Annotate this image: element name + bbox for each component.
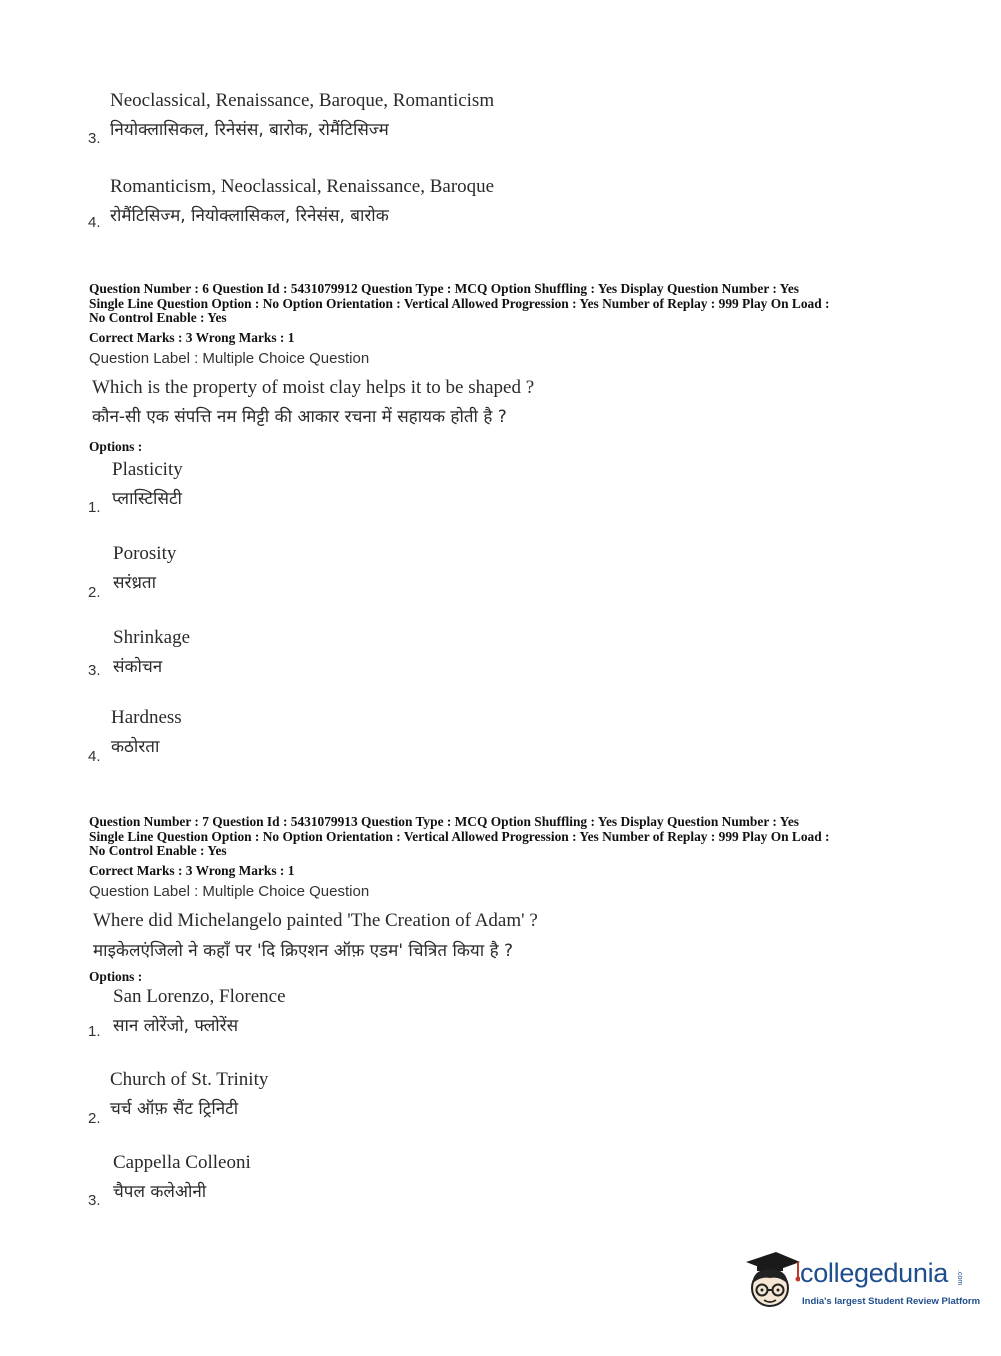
option-text-hi: कठोरता xyxy=(111,737,160,757)
option-text-en: Hardness xyxy=(111,707,182,728)
option-number: 3. xyxy=(88,662,101,679)
brand-name: collegedunia xyxy=(800,1258,949,1288)
brand-tagline: India's largest Student Review Platform xyxy=(802,1296,981,1307)
meta-line: Single Line Question Option : No Option Orientation : Vertical Allowed Progression : Yes Number of Replay : 999 Play On Load : xyxy=(89,828,830,844)
q7-marks: Correct Marks : 3 Wrong Marks : 1 xyxy=(89,863,295,878)
meta-line: Single Line Question Option : No Option Orientation : Vertical Allowed Progression : Yes Number of Replay : 999 Play On Load : xyxy=(89,295,830,311)
option-text-en: Neoclassical, Renaissance, Baroque, Romanticism xyxy=(110,90,495,111)
q6-question-text-en: Which is the property of moist clay helps it to be shaped ? xyxy=(92,377,535,398)
option-text-hi: रोमैंटिसिज्म, नियोक्लासिकल, रिनेसंस, बारोक xyxy=(110,206,389,226)
q7-question-label: Question Label : Multiple Choice Question xyxy=(89,883,370,900)
collegedunia-logo[interactable] xyxy=(740,1248,981,1314)
option-text-hi: सरंध्रता xyxy=(113,573,156,593)
option-text-hi: चर्च ऑफ़ सैंट ट्रिनिटी xyxy=(110,1099,239,1119)
option-number: 1. xyxy=(88,499,101,516)
meta-line: No Control Enable : Yes xyxy=(89,310,227,325)
q6-meta xyxy=(89,282,919,326)
option-text-hi: प्लास्टिसिटी xyxy=(112,489,182,509)
option-number: 3. xyxy=(88,130,101,147)
option-text-en: Plasticity xyxy=(112,459,183,480)
option-text-hi: सान लोरेंजो, फ्लोरेंस xyxy=(113,1016,239,1036)
q7-meta xyxy=(89,815,919,859)
option-text-en: Shrinkage xyxy=(113,627,191,648)
q6-options-label: Options : xyxy=(89,439,143,454)
option-text-hi: संकोचन xyxy=(113,657,163,677)
option-text-en: Cappella Colleoni xyxy=(113,1152,251,1173)
q7-question-text-en: Where did Michelangelo painted 'The Creation of Adam' ? xyxy=(93,910,538,931)
option-number: 4. xyxy=(88,748,101,765)
q6-marks: Correct Marks : 3 Wrong Marks : 1 xyxy=(89,330,295,345)
q7-options-label: Options : xyxy=(89,969,143,984)
q6-question-label: Question Label : Multiple Choice Question xyxy=(89,350,370,367)
option-number: 3. xyxy=(88,1192,101,1209)
brand-domain: .com xyxy=(956,1270,963,1286)
option-text-hi: चैपल कलेओनी xyxy=(113,1182,207,1202)
option-text-en: Porosity xyxy=(113,543,177,564)
q6-question-text-hi: कौन-सी एक संपत्ति नम मिट्टी की आकार रचना में सहायक होती है ? xyxy=(92,407,507,427)
mascot-icon xyxy=(740,1248,800,1314)
meta-line: Question Number : 7 Question Id : 5431079913 Question Type : MCQ Option Shuffling : Yes Display Question Number : Yes xyxy=(89,814,800,829)
option-text-en: Romanticism, Neoclassical, Renaissance, Baroque xyxy=(110,176,495,197)
q7-question-text-hi: माइकेलएंजिलो ने कहाँ पर 'दि क्रिएशन ऑफ़ एडम' चित्रित किया है ? xyxy=(93,941,514,961)
option-text-hi: नियोक्लासिकल, रिनेसंस, बारोक, रोमैंटिसिज्म xyxy=(110,120,389,140)
option-text-en: San Lorenzo, Florence xyxy=(113,986,286,1007)
option-number: 1. xyxy=(88,1023,101,1040)
option-number: 4. xyxy=(88,214,101,231)
meta-line: Question Number : 6 Question Id : 5431079912 Question Type : MCQ Option Shuffling : Yes Display Question Number : Yes xyxy=(89,281,800,296)
option-text-en: Church of St. Trinity xyxy=(110,1069,269,1090)
option-number: 2. xyxy=(88,1110,101,1127)
meta-line: No Control Enable : Yes xyxy=(89,843,227,858)
option-number: 2. xyxy=(88,584,101,601)
